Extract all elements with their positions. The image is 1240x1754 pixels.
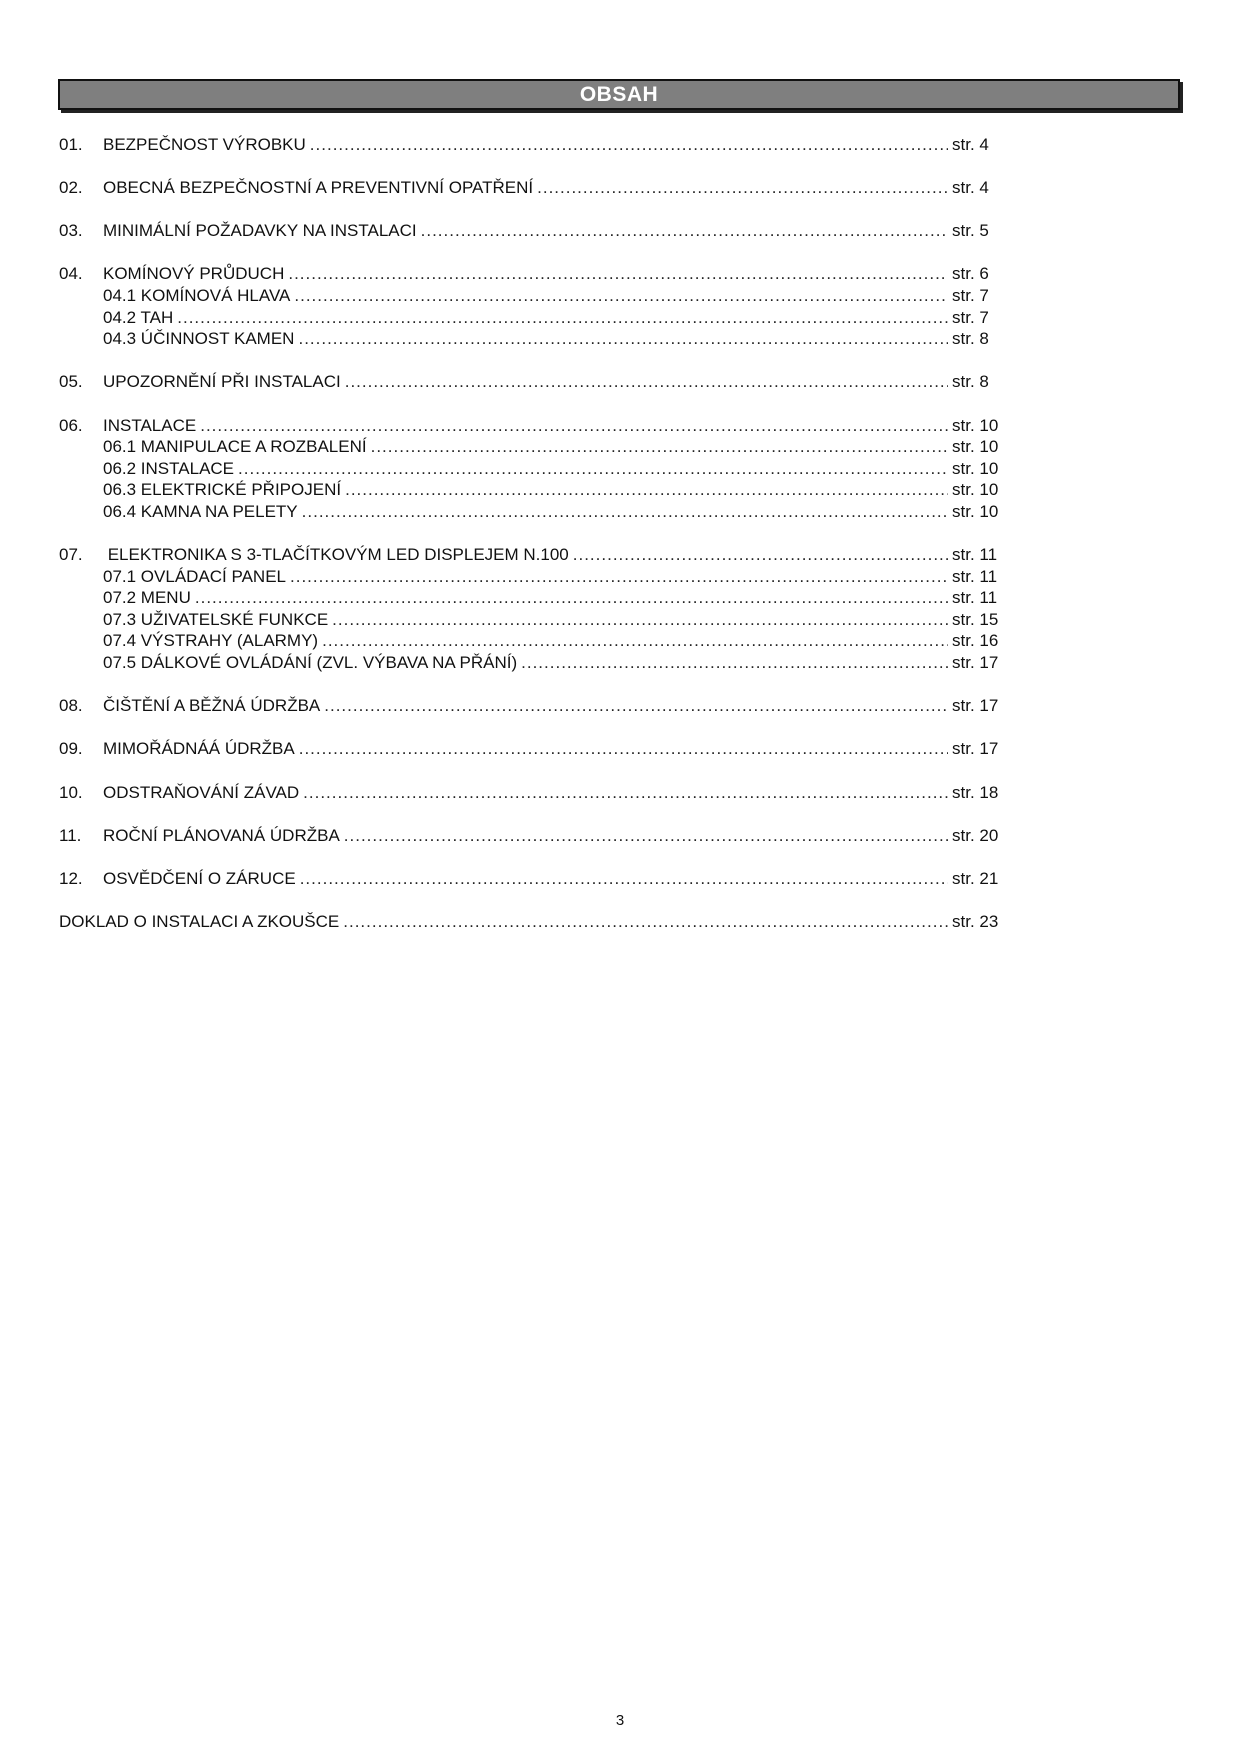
toc-entry <box>59 134 1004 156</box>
toc-entry <box>59 436 1004 458</box>
toc-entry-page: str. 10 <box>952 480 999 500</box>
toc-entry-number: 04. <box>59 264 83 284</box>
toc-entry <box>59 501 1004 523</box>
toc-entry-page: str. 4 <box>952 134 989 154</box>
toc-entry-title: MIMOŘÁDNÁÁ ÚDRŽBA <box>103 739 295 759</box>
toc-entry-page: str. 8 <box>952 329 989 349</box>
toc-entry-title: 06.4 KAMNA NA PELETY <box>103 501 298 521</box>
contents-title: OBSAH <box>579 83 659 106</box>
toc-entry-title: DOKLAD O INSTALACI A ZKOUŠCE <box>59 912 340 932</box>
toc-entry-number: 10. <box>59 782 83 802</box>
toc-entry-number: 09. <box>59 739 83 759</box>
toc-entry-page: str. 11 <box>952 545 998 565</box>
toc-entry <box>59 458 1004 480</box>
toc-entry <box>59 825 1004 847</box>
toc-entry <box>59 544 1004 566</box>
toc-entry <box>59 868 1004 890</box>
toc-dot-leader <box>343 912 948 932</box>
contents-header <box>58 79 1180 110</box>
toc-entry-page: str. 17 <box>952 739 999 759</box>
toc-entry-page: str. 15 <box>952 609 999 629</box>
toc-dot-leader <box>324 696 948 716</box>
toc-dot-leader <box>294 286 948 306</box>
toc-entry-title: 06.1 MANIPULACE A ROZBALENÍ <box>103 437 367 457</box>
toc-dot-leader <box>345 372 948 392</box>
toc-entry-page: str. 6 <box>952 264 989 284</box>
toc-entry-title: 07.4 VÝSTRAHY (ALARMY) <box>103 631 319 651</box>
toc-dot-leader <box>537 178 948 198</box>
toc-entry-number: 07. <box>59 545 83 565</box>
toc-entry-number: 03. <box>59 221 83 241</box>
toc-entry-title: INSTALACE <box>103 415 197 435</box>
toc-entry-page: str. 5 <box>952 221 989 241</box>
toc-entry <box>59 220 1004 242</box>
toc-dot-leader <box>332 610 948 630</box>
toc-entry-number: 05. <box>59 372 83 392</box>
toc-entry <box>59 631 1004 653</box>
toc-entry-page: str. 10 <box>952 458 999 478</box>
toc-entry-page: str. 8 <box>952 372 989 392</box>
toc-entry <box>59 739 1004 761</box>
toc-entry-page: str. 17 <box>952 696 999 716</box>
toc-entry-title: ELEKTRONIKA S 3-TLAČÍTKOVÝM LED DISPLEJEM N.100 <box>103 545 569 565</box>
toc-entry <box>59 328 1004 350</box>
toc-entry-page: str. 10 <box>952 501 999 521</box>
toc-dot-leader <box>421 221 948 241</box>
toc-entry-title: KOMÍNOVÝ PRŮDUCH <box>103 264 285 284</box>
toc-entry <box>59 177 1004 199</box>
toc-entry-page: str. 16 <box>952 631 999 651</box>
toc-entry-page: str. 4 <box>952 177 989 197</box>
toc-entry-page: str. 10 <box>952 437 999 457</box>
toc-entry <box>59 307 1004 329</box>
toc-entry-title: 07.2 MENU <box>103 588 191 608</box>
toc-dot-leader <box>299 739 948 759</box>
toc-entry-page: str. 17 <box>952 653 999 673</box>
toc-entry <box>59 415 1004 437</box>
toc-entry-title: 07.3 UŽIVATELSKÉ FUNKCE <box>103 609 329 629</box>
toc-entry-page: str. 11 <box>952 566 998 586</box>
toc-dot-leader <box>300 869 948 889</box>
toc-entry-title: ROČNÍ PLÁNOVANÁ ÚDRŽBA <box>103 825 340 845</box>
toc-entry-title: BEZPEČNOST VÝROBKU <box>103 134 306 154</box>
table-of-contents <box>59 134 1004 933</box>
toc-entry <box>59 587 1004 609</box>
toc-dot-leader <box>238 459 948 479</box>
toc-entry <box>59 911 1004 933</box>
toc-dot-leader <box>573 545 948 565</box>
toc-entry-title: 06.2 INSTALACE <box>103 458 235 478</box>
toc-entry <box>59 566 1004 588</box>
toc-entry-page: str. 10 <box>952 415 999 435</box>
page-number: 3 <box>615 1712 625 1729</box>
toc-entry-title: ČIŠTĚNÍ A BĚŽNÁ ÚDRŽBA <box>103 696 321 716</box>
toc-entry-number: 12. <box>59 868 83 888</box>
toc-entry-title: 04.3 ÚČINNOST KAMEN <box>103 329 295 349</box>
toc-entry-page: str. 21 <box>952 868 999 888</box>
toc-entry-title: 07.1 OVLÁDACÍ PANEL <box>103 566 286 586</box>
toc-entry-title: 07.5 DÁLKOVÉ OVLÁDÁNÍ (ZVL. VÝBAVA NA PŘÁNÍ) <box>103 653 518 673</box>
toc-entry-title: 04.1 KOMÍNOVÁ HLAVA <box>103 285 291 305</box>
toc-dot-leader <box>288 264 948 284</box>
toc-entry <box>59 372 1004 394</box>
toc-entry <box>59 782 1004 804</box>
toc-entry-page: str. 7 <box>952 285 989 305</box>
toc-entry-page: str. 7 <box>952 307 989 327</box>
toc-entry <box>59 609 1004 631</box>
toc-entry-number: 02. <box>59 177 83 197</box>
toc-dot-leader <box>200 416 948 436</box>
toc-dot-leader <box>344 826 948 846</box>
toc-entry <box>59 285 1004 307</box>
toc-entry-number: 06. <box>59 415 83 435</box>
toc-entry-page: str. 20 <box>952 825 999 845</box>
toc-entry-title: OSVĚDČENÍ O ZÁRUCE <box>103 868 296 888</box>
toc-entry-page: str. 18 <box>952 782 999 802</box>
toc-dot-leader <box>521 653 948 673</box>
toc-dot-leader <box>290 567 948 587</box>
toc-entry-number: 08. <box>59 696 83 716</box>
toc-entry <box>59 695 1004 717</box>
toc-dot-leader <box>322 631 948 651</box>
toc-entry-page: str. 23 <box>952 912 999 932</box>
toc-dot-leader <box>177 308 948 328</box>
toc-dot-leader <box>302 502 948 522</box>
toc-dot-leader <box>371 437 948 457</box>
toc-dot-leader <box>310 135 948 155</box>
toc-entry-number: 11. <box>59 825 82 845</box>
toc-dot-leader <box>298 329 948 349</box>
toc-entry-title: OBECNÁ BEZPEČNOSTNÍ A PREVENTIVNÍ OPATŘENÍ <box>103 177 534 197</box>
toc-entry-page: str. 11 <box>952 588 998 608</box>
toc-entry <box>59 652 1004 674</box>
toc-entry-title: UPOZORNĚNÍ PŘI INSTALACI <box>103 372 341 392</box>
toc-dot-leader <box>345 480 948 500</box>
toc-entry-title: 06.3 ELEKTRICKÉ PŘIPOJENÍ <box>103 480 342 500</box>
toc-entry-title: 04.2 TAH <box>103 307 174 327</box>
toc-entry <box>59 480 1004 502</box>
toc-dot-leader <box>303 783 948 803</box>
toc-entry <box>59 264 1004 286</box>
toc-dot-leader <box>195 588 948 608</box>
toc-entry-title: MINIMÁLNÍ POŽADAVKY NA INSTALACI <box>103 221 417 241</box>
toc-entry-title: ODSTRAŇOVÁNÍ ZÁVAD <box>103 782 300 802</box>
toc-entry-number: 01. <box>59 134 83 154</box>
